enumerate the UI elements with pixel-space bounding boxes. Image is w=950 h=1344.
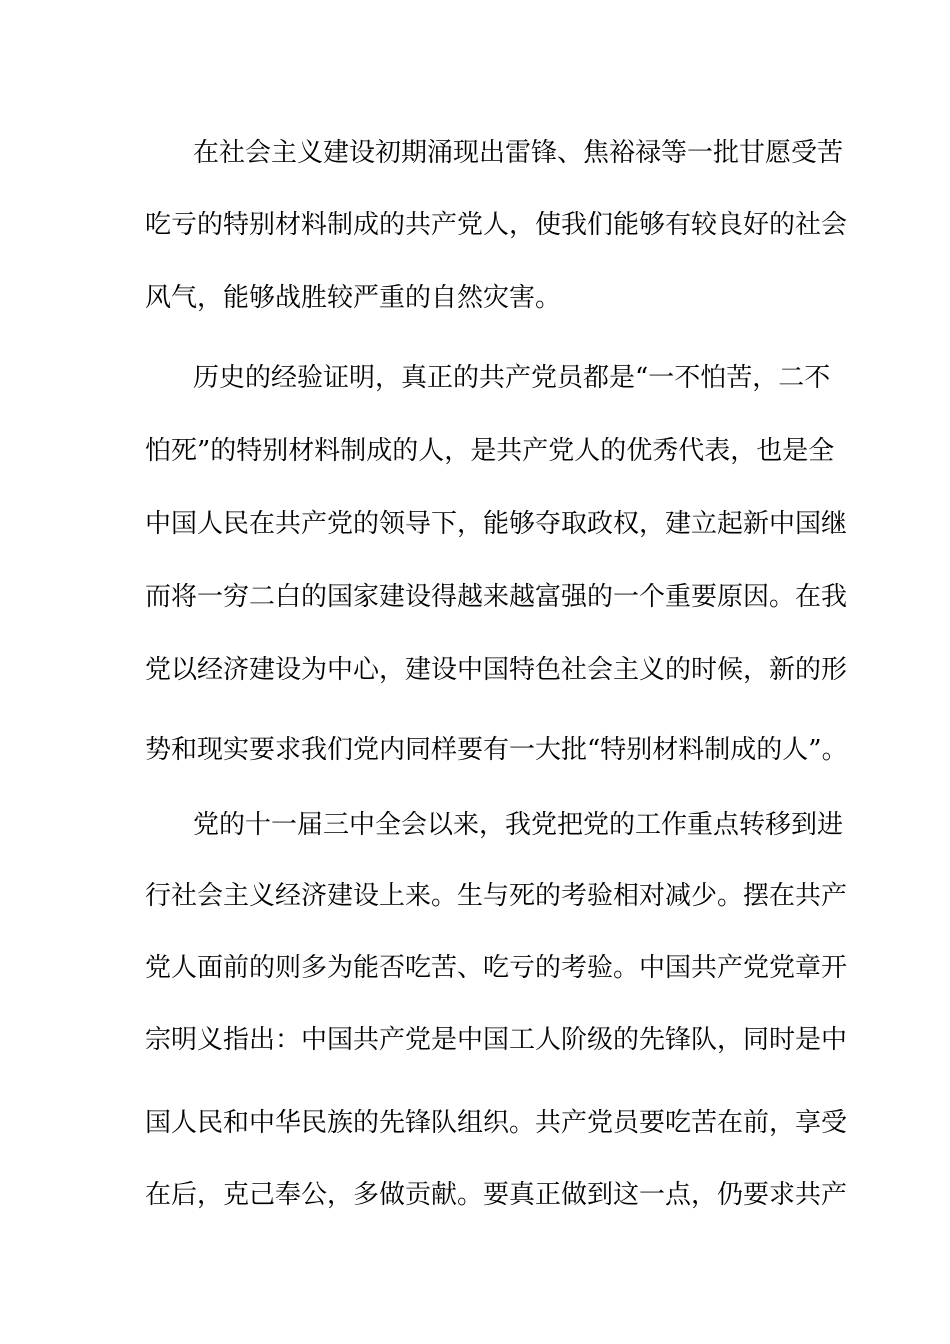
paragraph-3-line-3: 党人面前的则多为能否吃苦、吃亏的考验。中国共产党党章开 [145, 953, 848, 983]
paragraph-2-line-6: 势和现实要求我们党内同样要有一大批“特别材料制成的人”。 [145, 735, 848, 765]
paragraph-2-line-3: 中国人民在共产党的领导下，能够夺取政权，建立起新中国继 [145, 509, 848, 539]
paragraph-2-line-4: 而将一穷二白的国家建设得越来越富强的一个重要原因。在我 [145, 582, 848, 612]
paragraph-2-line-5: 党以经济建设为中心，建设中国特色社会主义的时候，新的形 [145, 655, 848, 685]
paragraph-3-line-5: 国人民和中华民族的先锋队组织。共产党员要吃苦在前，享受 [145, 1108, 848, 1138]
paragraph-3-line-2: 行社会主义经济建设上来。生与死的考验相对减少。摆在共产 [145, 881, 848, 911]
paragraph-1-line-3: 风气，能够战胜较严重的自然灾害。 [145, 283, 562, 313]
paragraph-2-line-1: 历史的经验证明，真正的共产党员都是“一不怕苦，二不 [193, 363, 831, 393]
paragraph-1-line-1: 在社会主义建设初期涌现出雷锋、焦裕禄等一批甘愿受苦 [193, 138, 844, 168]
paragraph-2-line-2: 怕死”的特别材料制成的人，是共产党人的优秀代表，也是全 [145, 436, 835, 466]
paragraph-3-line-6: 在后，克己奉公，多做贡献。要真正做到这一点，仍要求共产 [145, 1180, 848, 1210]
paragraph-1-line-2: 吃亏的特别材料制成的共产党人，使我们能够有较良好的社会 [145, 210, 848, 240]
paragraph-3-line-4: 宗明义指出：中国共产党是中国工人阶级的先锋队，同时是中 [145, 1025, 848, 1055]
paragraph-3-line-1: 党的十一届三中全会以来，我党把党的工作重点转移到进 [193, 810, 844, 840]
